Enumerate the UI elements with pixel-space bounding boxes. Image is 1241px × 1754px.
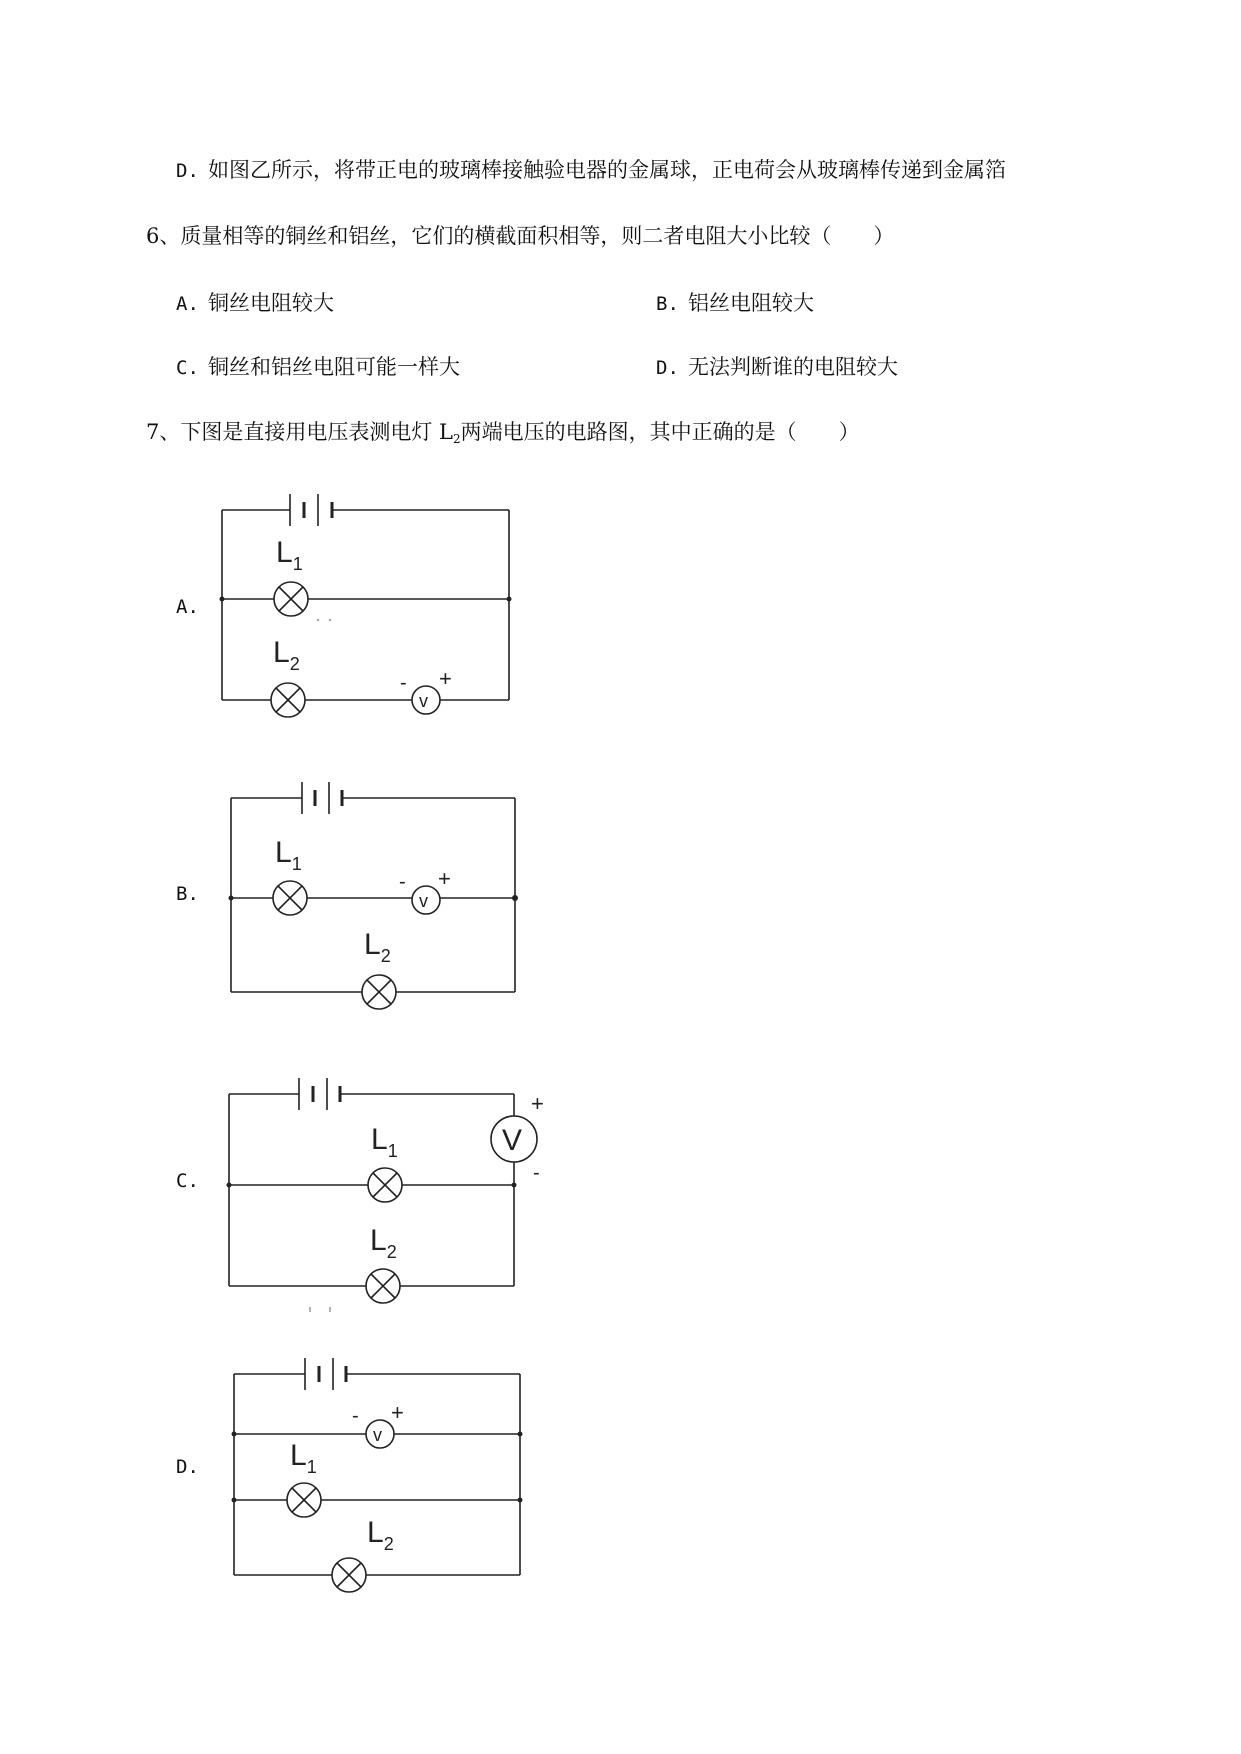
q7-stem-before: 7、下图是直接用电压表测电灯 L: [146, 420, 453, 444]
q5-option-d-letter: D.: [176, 160, 199, 182]
circuit-d-lamp2-icon: [332, 1558, 366, 1592]
circuit-b-voltmeter-letter: v: [419, 891, 428, 911]
circuit-d-lamp1-icon: [287, 1483, 321, 1517]
circuit-c-lamp2-icon: [366, 1269, 400, 1303]
q5-option-d-text: 如图乙所示，将带正电的玻璃棒接触验电器的金属球，正电荷会从玻璃棒传递到金属箔: [208, 158, 1006, 182]
circuit-b-lamp1-icon: [273, 881, 307, 915]
circuit-a-diagram: [0, 480, 600, 720]
circuit-c-diagram: [0, 1060, 600, 1320]
q6-stem: 6、质量相等的铜丝和铝丝，它们的横截面积相等，则二者电阻大小比较（ ）: [146, 224, 895, 248]
circuit-d-lamp1-label: $L_1$: [290, 1439, 317, 1477]
q6-option-c-letter: C.: [176, 357, 199, 379]
q6-option-a-letter: A.: [176, 293, 199, 315]
q6-option-c: [176, 353, 460, 382]
circuit-d-plus: +: [391, 1400, 404, 1425]
circuit-a-lamp2-label: $L_2$: [273, 636, 300, 674]
circuit-b-lamp2-label: $L_2$: [364, 928, 391, 966]
q7-stem-sub: 2: [452, 432, 461, 446]
circuit-b-diagram: [0, 770, 600, 1010]
q6-option-a-text: 铜丝电阻较大: [208, 291, 334, 315]
circuit-d-voltmeter-letter: v: [373, 1425, 382, 1445]
circuit-c-plus: +: [531, 1091, 544, 1116]
q6-option-b-text: 铝丝电阻较大: [688, 291, 814, 315]
circuit-a-lamp1-label: $L_1$: [276, 536, 303, 574]
circuit-a-voltmeter-letter: v: [419, 691, 428, 711]
circuit-d-minus: -: [352, 1405, 359, 1427]
q6-option-d: [656, 353, 898, 382]
q6-option-b-letter: B.: [656, 293, 679, 315]
circuit-b-lamp2-icon: [362, 975, 396, 1009]
q6-option-b: [656, 289, 814, 318]
q5-option-d: [176, 156, 1006, 185]
q7-stem: [146, 418, 860, 453]
q6-option-c-text: 铜丝和铝丝电阻可能一样大: [208, 355, 460, 379]
circuit-b-minus: -: [399, 871, 406, 893]
circuit-d-diagram: [0, 1345, 600, 1605]
circuit-d-lamp2-label: $L_2$: [367, 1516, 394, 1554]
circuit-c-lamp1-label: $L_1$: [371, 1123, 398, 1161]
circuit-a-minus: -: [400, 672, 407, 694]
circuit-a-plus: +: [439, 666, 452, 691]
circuit-c-minus: -: [533, 1162, 540, 1184]
circuit-a-label: A.: [176, 596, 199, 618]
circuit-c-lamp1-icon: [368, 1168, 402, 1202]
circuit-c-voltmeter-letter: V: [502, 1124, 523, 1157]
q6-option-d-text: 无法判断谁的电阻较大: [688, 355, 898, 379]
circuit-a-lamp2-icon: [271, 683, 305, 717]
circuit-a-lamp1-icon: [274, 582, 308, 616]
q7-stem-after: 两端电压的电路图，其中正确的是（ ）: [460, 420, 860, 444]
q6-option-a: [176, 289, 334, 318]
circuit-b-label: B.: [176, 883, 199, 905]
circuit-b-lamp1-label: $L_1$: [275, 836, 302, 874]
circuit-c-lamp2-label: $L_2$: [370, 1224, 397, 1262]
q6-option-d-letter: D.: [656, 357, 679, 379]
circuit-c-label: C.: [176, 1170, 199, 1192]
circuit-d-label: D.: [176, 1456, 199, 1478]
circuit-b-plus: +: [438, 866, 451, 891]
